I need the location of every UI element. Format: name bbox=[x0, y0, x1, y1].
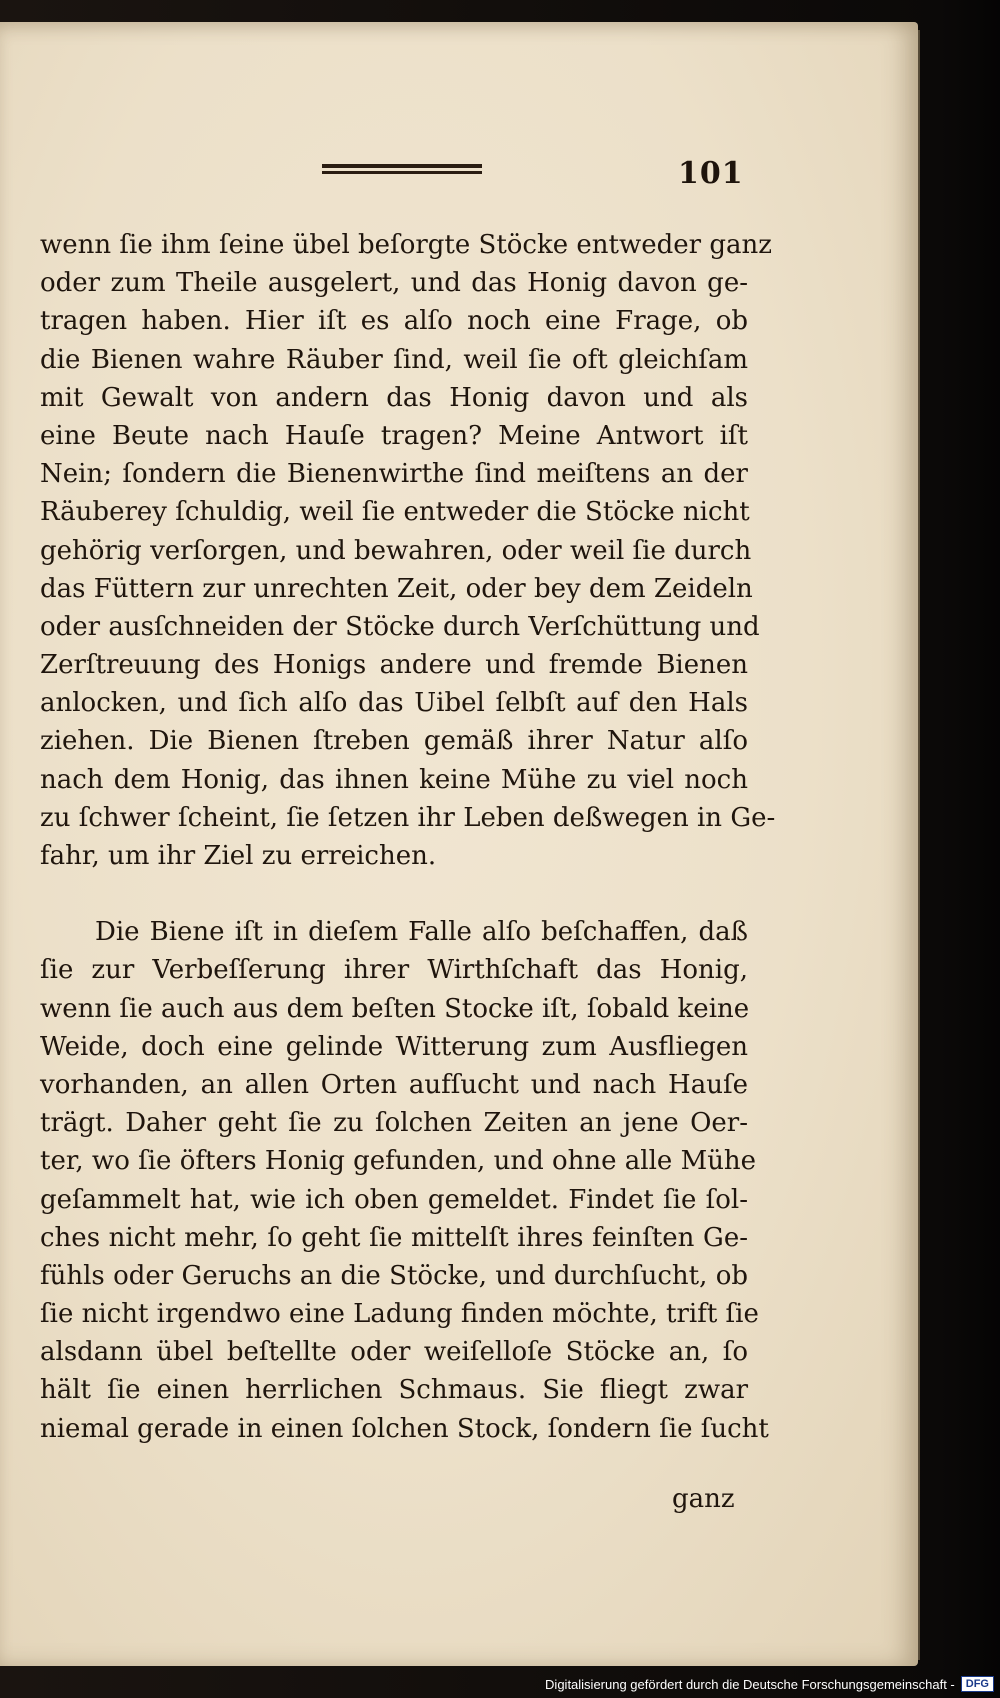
text-line: niemal gerade in einen ſolchen Stock, ſondern ſie ſucht bbox=[40, 1413, 769, 1444]
paragraph-1 bbox=[40, 226, 776, 875]
text-line: vorhanden, an allen Orten aufſucht und nach Hauſe bbox=[40, 1069, 748, 1100]
text-line: fühls oder Geruchs an die Stöcke, und durchſucht, ob bbox=[40, 1260, 748, 1291]
text-line: Weide, doch eine gelinde Witterung zum Ausfliegen bbox=[40, 1031, 748, 1062]
text-line: oder ausſchneiden der Stöcke durch Verſchüttung und bbox=[40, 611, 760, 642]
text-line: ter, wo ſie öfters Honig gefunden, und ohne alle Mühe bbox=[40, 1146, 757, 1177]
text-line: Zerſtreuung des Honigs andere und fremde Bienen bbox=[40, 650, 748, 681]
page-number: 101 bbox=[678, 156, 744, 191]
text-line: die Bienen wahre Räuber ſind, weil ſie oft gleichſam bbox=[40, 344, 748, 375]
text-line: wenn ſie ihm ſeine übel beſorgte Stöcke entweder ganz bbox=[40, 230, 772, 260]
text-line: ſie zur Verbeſſerung ihrer Wirthſchaft das Honig, bbox=[40, 955, 748, 986]
text-line: oder zum Theile ausgelert, und das Honig davon ge- bbox=[40, 268, 748, 299]
credit-text: Digitalisierung gefördert durch die Deutsche Forschungsgemeinschaft - bbox=[545, 1676, 955, 1692]
text-line: geſammelt hat, wie ich oben gemeldet. Findet ſie ſol- bbox=[40, 1184, 748, 1215]
digitization-credit bbox=[545, 1676, 994, 1692]
dfg-logo: DFG bbox=[961, 1676, 994, 1692]
text-line: hält ſie einen herrlichen Schmaus. Sie fliegt zwar bbox=[40, 1375, 748, 1406]
text-line: ziehen. Die Bienen ſtreben gemäß ihrer Natur alſo bbox=[40, 726, 748, 757]
text-line: gehörig verſorgen, und bewahren, oder weil ſie durch bbox=[40, 535, 752, 566]
text-line: nach dem Honig, das ihnen keine Mühe zu viel noch bbox=[40, 764, 748, 795]
text-line: zu ſchwer ſcheint, ſie ſetzen ihr Leben deßwegen in Ge- bbox=[40, 802, 776, 833]
text-line: fahr, um ihr Ziel zu erreichen. bbox=[40, 841, 437, 871]
text-line: alsdann übel beſtellte oder weiſelloſe Stöcke an, ſo bbox=[40, 1337, 748, 1368]
paragraph-2 bbox=[40, 913, 769, 1448]
text-line: anlocken, und ſich alſo das Uibel ſelbſt auf den Hals bbox=[40, 688, 748, 719]
rule-bar-top bbox=[322, 164, 482, 168]
text-line: mit Gewalt von andern das Honig davon und als bbox=[40, 382, 748, 413]
text-line: trägt. Daher geht ſie zu ſolchen Zeiten an jene Oer- bbox=[40, 1108, 748, 1139]
paragraph-gap bbox=[40, 875, 748, 913]
text-line: Die Biene iſt in dieſem Falle alſo beſchaffen, daß bbox=[95, 917, 748, 948]
text-line: Nein; ſondern die Bienenwirthe ſind meiſtens an der bbox=[40, 459, 748, 490]
body-text bbox=[40, 226, 776, 1448]
catchword: ganz bbox=[672, 1484, 735, 1514]
text-line: das Füttern zur unrechten Zeit, oder bey dem Zeideln bbox=[40, 573, 753, 604]
text-line: tragen haben. Hier iſt es alſo noch eine Frage, ob bbox=[40, 306, 748, 337]
headline-rule bbox=[322, 164, 482, 176]
text-line: Räuberey ſchuldig, weil ſie entweder die Stöcke nicht bbox=[40, 497, 750, 528]
text-line: ſie nicht irgendwo eine Ladung finden möchte, trift ſie bbox=[40, 1299, 759, 1330]
text-line: eine Beute nach Hauſe tragen? Meine Antwort iſt bbox=[40, 420, 748, 451]
text-line: wenn ſie auch aus dem beſten Stocke iſt, ſobald keine bbox=[40, 993, 750, 1024]
text-line: ches nicht mehr, ſo geht ſie mittelſt ihres feinſten Ge- bbox=[40, 1222, 748, 1253]
rule-bar-bottom bbox=[322, 171, 482, 174]
